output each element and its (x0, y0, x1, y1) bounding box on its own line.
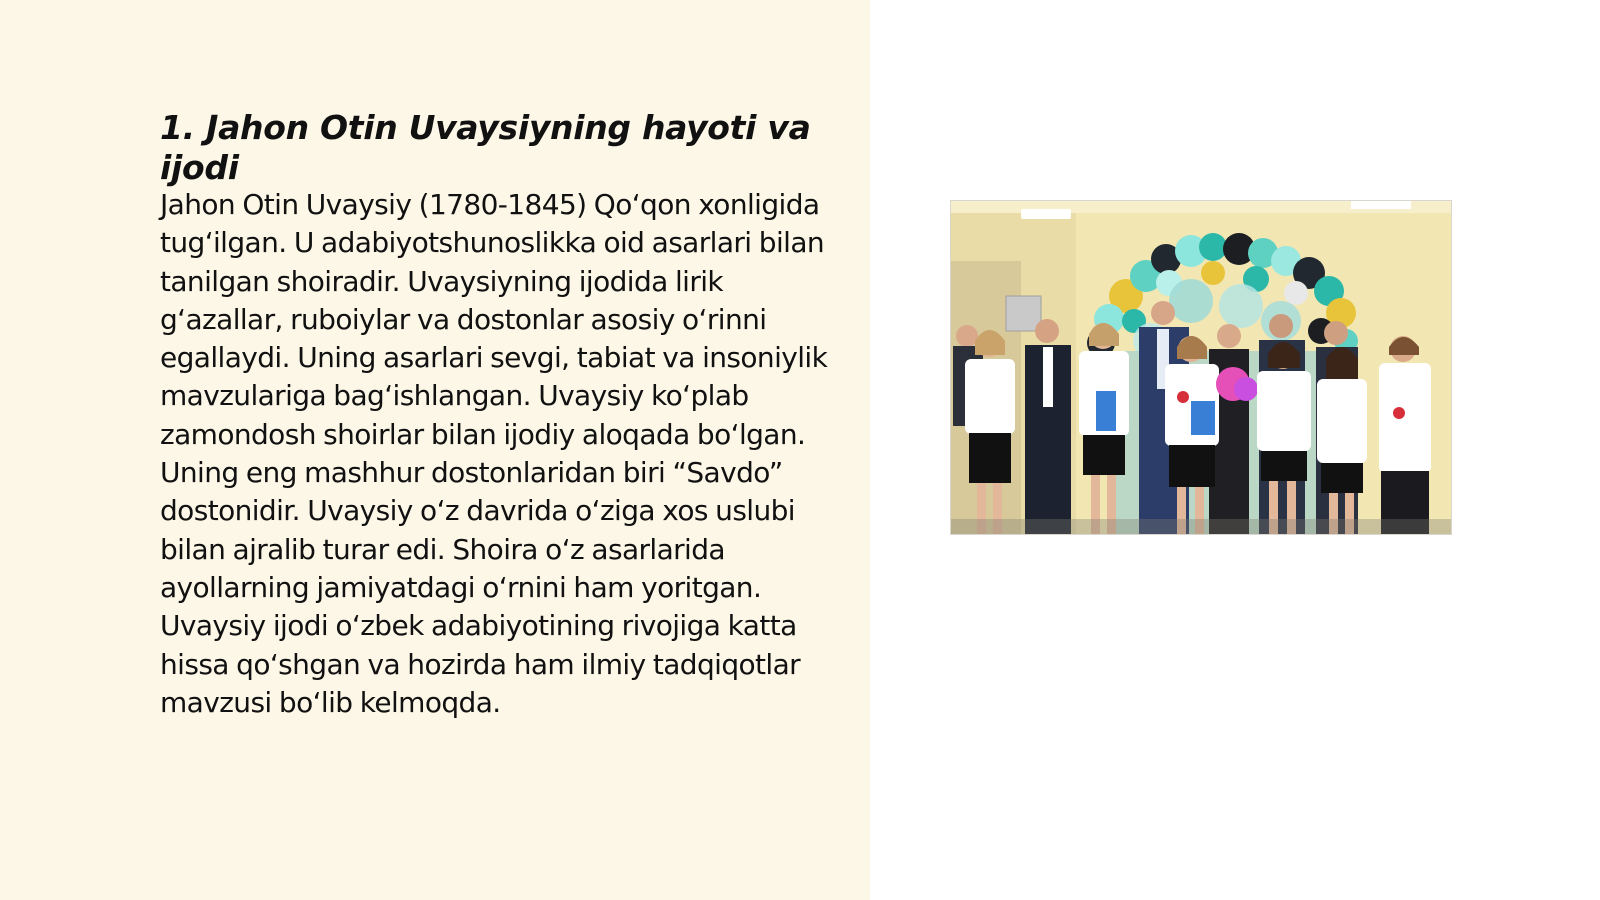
slide-body-text: Jahon Otin Uvaysiy (1780-1845) Qo‘qon xonligida tug‘ilgan. U adabiyotshunoslikka oid asarlari bilan tanilgan shoiradir. Uvaysiyning ijodida lirik g‘azallar, ruboiylar va dostonlar asosiy o‘rinni egallaydi. Uning asarlari sevgi, tabiat va insoniylik mavzulariga bag‘ishlangan. Uvaysiy ko‘plab zamondosh shoirlar bilan ijodiy aloqada bo‘lgan. Uning eng mashhur dostonlaridan biri “Savdo” dostonidir. Uvaysiy o‘z davrida o‘ziga xos uslubi bilan ajralib turar edi. Shoira o‘z asarlarida ayollarning jamiyatdagi o‘rnini ham yoritgan. Uvaysiy ijodi o‘zbek adabiyotining rivojiga katta hissa qo‘shgan va hozirda ham ilmiy tadqiqotlar mavzusi bo‘lib kelmoqda. (160, 188, 828, 719)
group-photo-image (951, 201, 1451, 534)
group-photo (950, 200, 1452, 535)
slide-title: 1. Jahon Otin Uvaysiyning hayoti va ijodi (160, 108, 811, 187)
